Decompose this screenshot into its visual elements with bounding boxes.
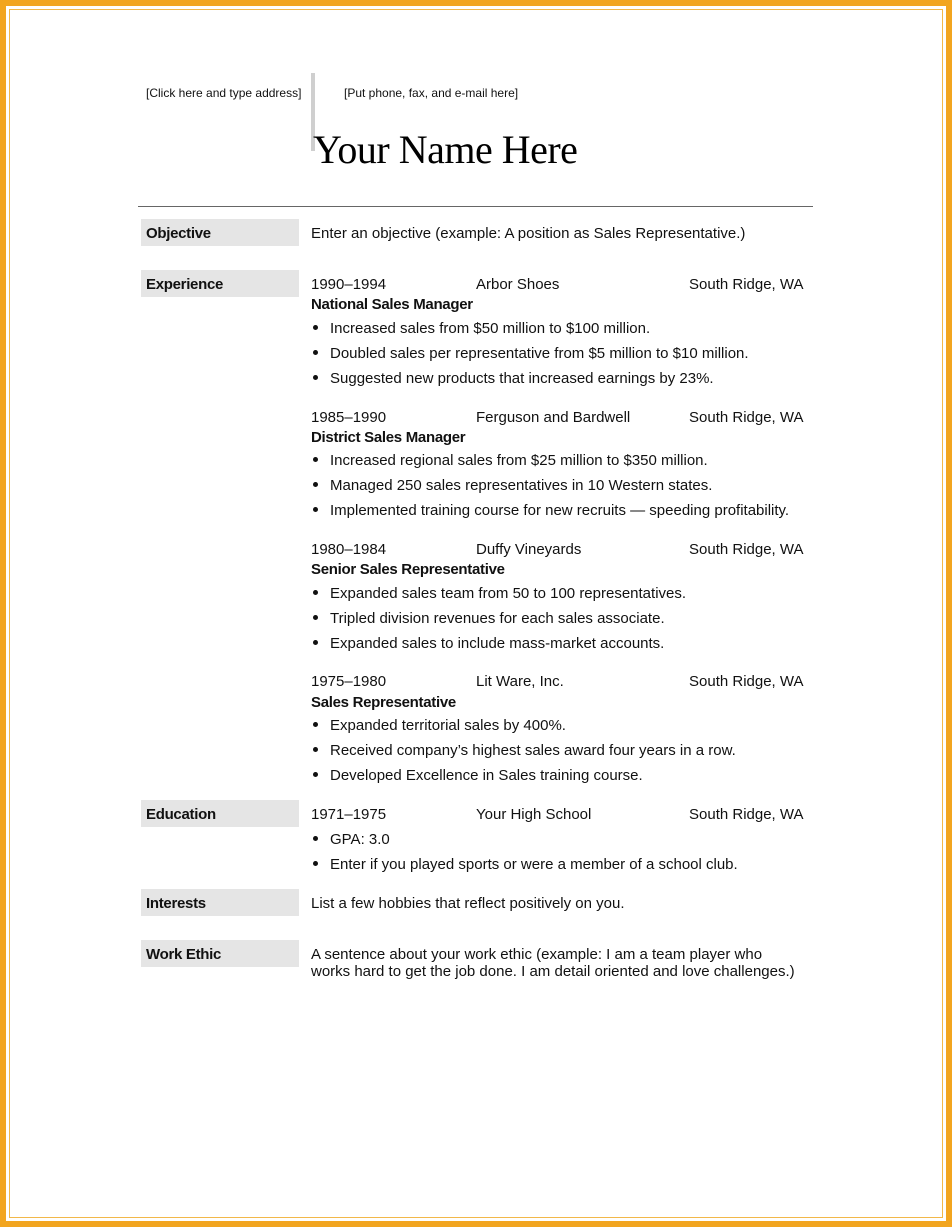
job-location: South Ridge, WA [689, 409, 804, 426]
header-rule [138, 206, 813, 207]
job-title: Senior Sales Representative [311, 561, 505, 578]
section-label-education: Education [141, 800, 299, 827]
job-location: South Ridge, WA [689, 673, 804, 690]
section-label-work-ethic: Work Ethic [141, 940, 299, 967]
job-row [311, 541, 811, 561]
education-row [311, 806, 811, 826]
bullet-text: Developed Excellence in Sales training course. [330, 767, 643, 784]
education-location: South Ridge, WA [689, 806, 804, 823]
bullet-dot-icon [313, 861, 318, 866]
job-bullet [311, 502, 789, 519]
job-dates: 1990–1994 [311, 276, 387, 293]
education-bullet [311, 831, 390, 848]
education-school: Your High School [476, 806, 592, 823]
job-row [311, 673, 811, 693]
bullet-text: Managed 250 sales representatives in 10 Western states. [330, 477, 713, 494]
job-dates: 1980–1984 [311, 541, 387, 558]
bullet-text: Increased sales from $50 million to $100 million. [330, 320, 651, 337]
address-field[interactable]: [Click here and type address] [146, 86, 302, 100]
work-ethic-text[interactable] [311, 946, 795, 980]
bullet-dot-icon [313, 375, 318, 380]
bullet-dot-icon [313, 457, 318, 462]
bullet-dot-icon [313, 836, 318, 841]
job-bullet [311, 320, 650, 337]
bullet-text: Suggested new products that increased earnings by 23%. [330, 370, 714, 387]
job-bullet [311, 345, 749, 362]
section-label-interests: Interests [141, 889, 299, 916]
objective-text[interactable]: Enter an objective (example: A position as Sales Representative.) [311, 225, 746, 242]
job-dates: 1975–1980 [311, 673, 387, 690]
bullet-dot-icon [313, 325, 318, 330]
section-label-experience: Experience [141, 270, 299, 297]
bullet-text: Enter if you played sports or were a member of a school club. [330, 856, 738, 873]
job-bullet [311, 717, 566, 734]
bullet-dot-icon [313, 772, 318, 777]
bullet-dot-icon [313, 350, 318, 355]
bullet-text: Expanded territorial sales by 400%. [330, 717, 566, 734]
job-company: Lit Ware, Inc. [476, 673, 564, 690]
job-bullet [311, 370, 714, 387]
job-bullet [311, 610, 665, 627]
bullet-dot-icon [313, 590, 318, 595]
contact-field[interactable]: [Put phone, fax, and e-mail here] [344, 86, 519, 100]
bullet-text: Increased regional sales from $25 million to $350 million. [330, 452, 708, 469]
job-bullet [311, 742, 736, 759]
bullet-dot-icon [313, 507, 318, 512]
bullet-dot-icon [313, 747, 318, 752]
section-label-objective: Objective [141, 219, 299, 246]
bullet-dot-icon [313, 482, 318, 487]
job-location: South Ridge, WA [689, 541, 804, 558]
job-title: National Sales Manager [311, 296, 473, 313]
bullet-dot-icon [313, 615, 318, 620]
bullet-dot-icon [313, 640, 318, 645]
job-dates: 1985–1990 [311, 409, 387, 426]
bullet-text: Doubled sales per representative from $5 million to $10 million. [330, 345, 749, 362]
bullet-text: Expanded sales team from 50 to 100 representatives. [330, 585, 687, 602]
job-title: District Sales Manager [311, 429, 466, 446]
resume-name[interactable]: Your Name Here [313, 127, 578, 172]
job-company: Ferguson and Bardwell [476, 409, 631, 426]
job-row [311, 409, 811, 429]
job-title: Sales Representative [311, 694, 456, 711]
work-ethic-line: A sentence about your work ethic (example: I am a team player who [311, 946, 763, 963]
education-dates: 1971–1975 [311, 806, 387, 823]
job-company: Duffy Vineyards [476, 541, 582, 558]
bullet-dot-icon [313, 722, 318, 727]
job-company: Arbor Shoes [476, 276, 560, 293]
bullet-text: Received company’s highest sales award four years in a row. [330, 742, 736, 759]
interests-text[interactable]: List a few hobbies that reflect positively on you. [311, 895, 625, 912]
job-bullet [311, 477, 712, 494]
bullet-text: Tripled division revenues for each sales associate. [330, 610, 665, 627]
bullet-text: GPA: 3.0 [330, 831, 390, 848]
work-ethic-line: works hard to get the job done. I am detail oriented and love challenges.) [311, 963, 795, 980]
job-bullet [311, 585, 686, 602]
job-location: South Ridge, WA [689, 276, 804, 293]
education-bullet [311, 856, 738, 873]
bullet-text: Expanded sales to include mass-market accounts. [330, 635, 665, 652]
job-bullet [311, 635, 664, 652]
job-bullet [311, 767, 643, 784]
bullet-text: Implemented training course for new recruits — speeding profitability. [330, 502, 790, 519]
job-bullet [311, 452, 708, 469]
job-row [311, 276, 811, 296]
